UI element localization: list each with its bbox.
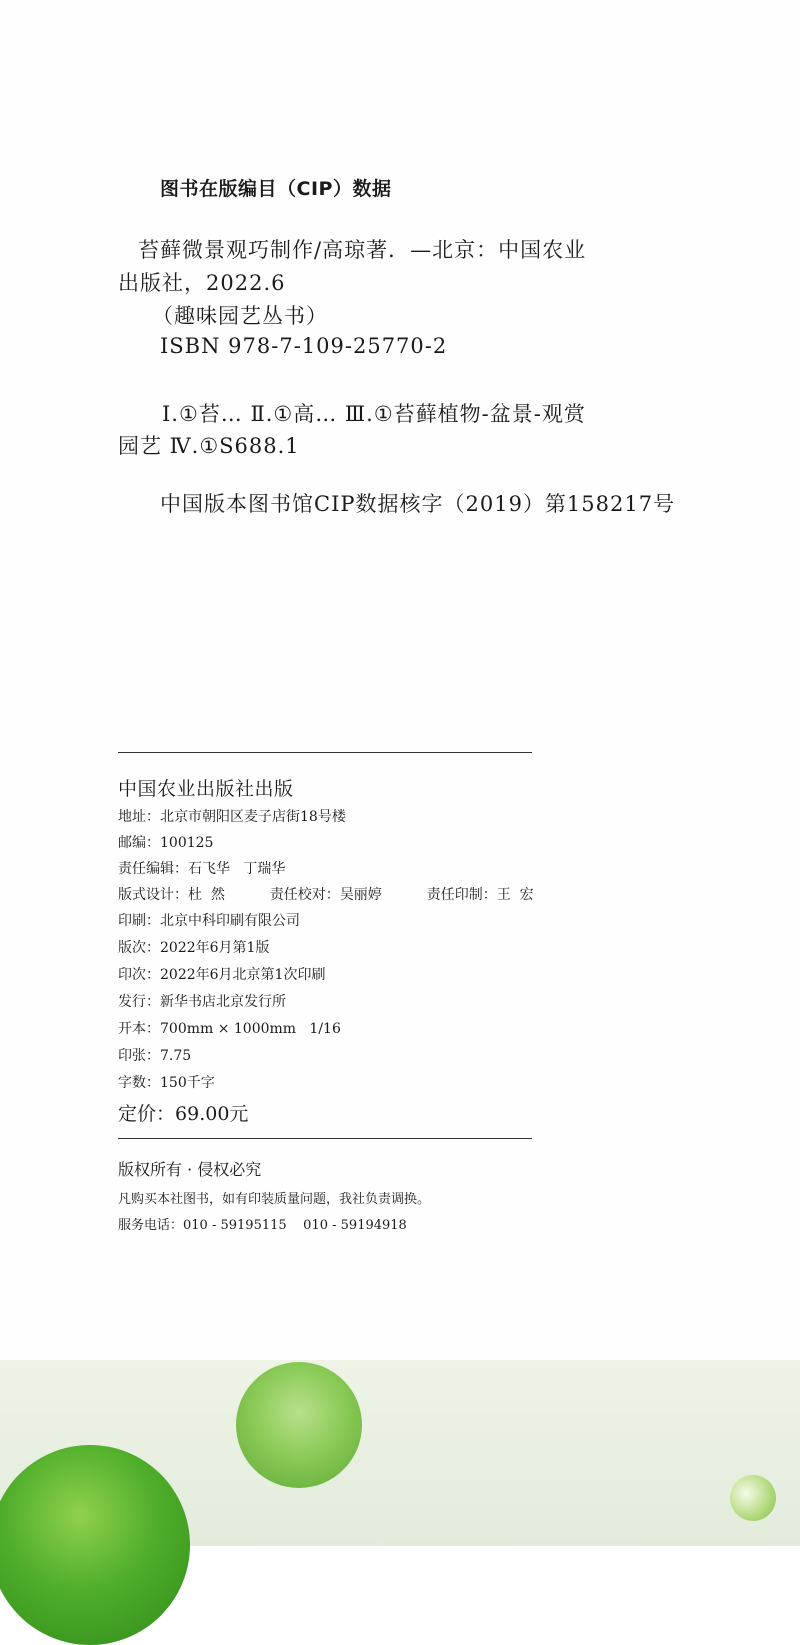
editor-value: 石飞华 丁瑞华 xyxy=(188,861,286,877)
cip-verification-line: 中国版本图书馆CIP数据核字（2019）第158217号 xyxy=(160,492,676,516)
sheets-line xyxy=(118,1045,191,1065)
printer-value: 北京中科印刷有限公司 xyxy=(160,913,300,929)
bottom-divider xyxy=(118,1138,532,1139)
cip-publisher-line: 出版社，2022.6 xyxy=(118,271,286,295)
postcode-line xyxy=(118,832,213,852)
sheets-label: 印张： xyxy=(118,1048,160,1064)
price-value: 69.00元 xyxy=(175,1103,249,1125)
format-line xyxy=(118,1018,341,1038)
words-line xyxy=(118,1072,215,1092)
words-value: 150千字 xyxy=(160,1075,215,1091)
printer-line xyxy=(118,910,300,930)
cip-classification-line: Ⅰ.①苔… Ⅱ.①高… Ⅲ.①苔藓植物-盆景-观赏 xyxy=(162,402,586,426)
address-line xyxy=(118,806,346,826)
proof-value: 吴丽婷 xyxy=(339,887,382,903)
publisher-title: 中国农业出版社出版 xyxy=(118,778,294,800)
impression-label: 印次： xyxy=(118,967,160,983)
print-resp-label: 责任印制： xyxy=(426,887,497,903)
copyright-title: 版权所有 · 侵权必究 xyxy=(118,1160,262,1179)
distributor-label: 发行： xyxy=(118,994,160,1010)
price-line xyxy=(118,1099,248,1126)
price-label: 定价： xyxy=(118,1103,176,1125)
address-label: 地址： xyxy=(118,809,160,825)
proof-label: 责任校对： xyxy=(269,887,340,903)
credits-line xyxy=(118,884,534,904)
cip-classification-line-2: 园艺 Ⅳ.①S688.1 xyxy=(118,434,300,458)
impression-value: 2022年6月北京第1次印刷 xyxy=(160,967,326,983)
edition-line xyxy=(118,937,269,957)
postcode-value: 100125 xyxy=(160,835,214,851)
top-divider xyxy=(118,752,532,753)
design-label: 版式设计： xyxy=(118,887,188,903)
design-value: 杜 然 xyxy=(188,887,225,903)
postcode-label: 邮编： xyxy=(118,835,160,851)
green-sphere-large xyxy=(0,1445,190,1645)
words-label: 字数： xyxy=(118,1075,160,1091)
distributor-line xyxy=(118,991,286,1011)
edition-value: 2022年6月第1版 xyxy=(160,940,270,956)
cip-heading: 图书在版编目（CIP）数据 xyxy=(160,178,392,200)
format-label: 开本： xyxy=(118,1021,160,1037)
print-resp-value: 王 宏 xyxy=(496,887,534,903)
sheets-value: 7.75 xyxy=(160,1048,192,1064)
editor-line xyxy=(118,858,285,878)
return-notice: 凡购买本社图书，如有印装质量问题，我社负责调换。 xyxy=(118,1192,431,1207)
cip-series-line: （趣味园艺丛书） xyxy=(152,304,328,328)
green-sphere-small xyxy=(730,1475,776,1521)
impression-line xyxy=(118,964,325,984)
printer-label: 印刷： xyxy=(118,913,160,929)
cip-isbn-line: ISBN 978-7-109-25770-2 xyxy=(160,334,448,358)
address-value: 北京市朝阳区麦子店街18号楼 xyxy=(160,809,346,825)
phone-label: 服务电话： xyxy=(118,1218,184,1233)
edition-label: 版次： xyxy=(118,940,160,956)
editor-label: 责任编辑： xyxy=(118,861,188,877)
distributor-value: 新华书店北京发行所 xyxy=(160,994,286,1010)
cip-title-line: 苔藓微景观巧制作/高琼著．—北京：中国农业 xyxy=(138,238,587,262)
phone-value: 010 - 59195115 010 - 59194918 xyxy=(183,1218,407,1233)
format-value: 700mm × 1000mm 1/16 xyxy=(160,1021,341,1037)
phone-line xyxy=(118,1214,407,1233)
green-sphere-medium xyxy=(236,1362,362,1488)
